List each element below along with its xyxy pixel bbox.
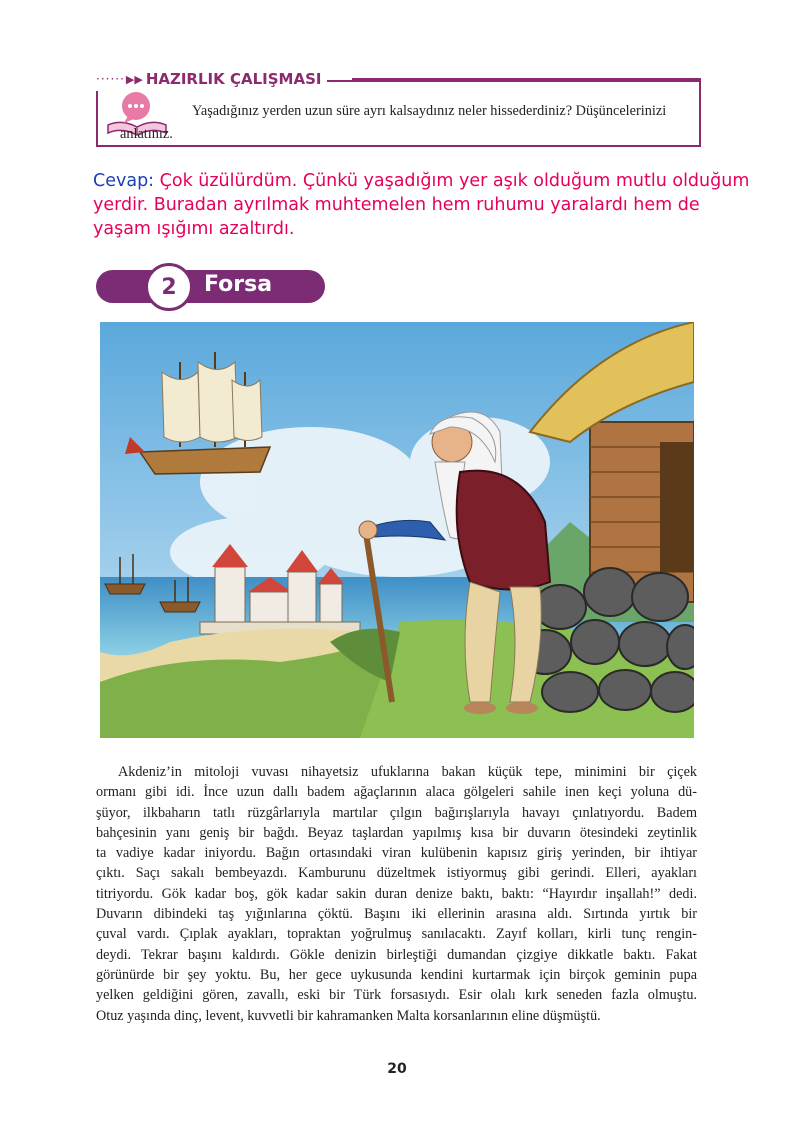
story-line: görünürde bir şey yoktu. Bu, her gece uykusunda kendini kurtarmak için birçok geminin pupa (96, 966, 697, 983)
answer-text: Çok üzülürdüm. Çünkü yaşadığım yer aşık olduğum mutlu olduğum yerdir. Buradan ayrılmak muhtemelen hem ruhumu yaralardı hem de yaşam ışığımı azaltırdı. (93, 171, 750, 239)
old-man-by-sea-illustration (100, 322, 694, 738)
story-text (96, 762, 697, 1026)
story-line: deydi. Tekrar başını kaldırdı. Gökle denizin birleştiği dumandan çizgiye dikkatle baktı. Fakat (96, 946, 697, 963)
story-line: çıktı. Saçı sakalı bembeyazdı. Kamburunu düzeltmek istiyormuş gibi gerindi. Elleri, ayakları (96, 865, 697, 882)
story-line: Duvarın dibindeki taş yığınlarına çöktü. Başını iki ellerinin arasına aldı. Sırtında yırtık bir (96, 906, 697, 923)
stone-wall (519, 568, 694, 712)
story-line: bahçesinin yanı geniş bir bağdı. Beyaz taşlardan yapılmış kısa bir duvarın ötesindeki zeytinlik (96, 824, 697, 841)
double-arrow-icon: ▶▶ (125, 72, 143, 86)
answer-label: Cevap: (93, 171, 155, 191)
story-line: Akdeniz’in mitoloji vuvası nihayetsiz ufuklarına bakan küçük tepe, minimini bir çiçek (118, 764, 697, 780)
dots-decoration: ······ (96, 72, 125, 86)
story-line: yelken geldiğini gören, zavallı, eski bir Türk forsasıydı. Esir olalı kırk seneden fazla olmuştu. (96, 987, 697, 1004)
page-number: 20 (387, 1061, 407, 1077)
hazirlik-header (96, 67, 327, 91)
hazirlik-question: Yaşadığınız yerden uzun süre ayrı kalsaydınız neler hissederdiniz? Düşüncelerinizi anlatınız. (120, 103, 667, 142)
story-line: Otuz yaşında dinç, levent, kuvvetli bir kahramanken Malta korsanlarının eline düşmüştü. (96, 1007, 601, 1024)
story-line: ta vadiye kadar iniyordu. Bağın ortasındaki viran kulübenin kapısız giriş yerinden, bir ihtiyar (96, 845, 697, 862)
story-line: titriyordu. Gök kadar boş, gök kadar sakin duran denize baktı, baktı: “Hayırdır inşallah!” dedi. (96, 885, 697, 902)
section-title: Forsa (204, 272, 273, 297)
hazirlik-title-line (352, 78, 701, 81)
section-number: 2 (145, 263, 193, 311)
answer-block (93, 169, 763, 241)
story-line: çuval vardı. Çıplak ayakları, topraktan yoğrulmuş sanılacaktı. Zayıf kolları, kirli tunç rengin- (96, 926, 697, 943)
story-line: şüyor, ilkbaharın tatlı rüzgârlarıyla martılar çılgın bağırışlarıyla havayı çınlatıyordu. Badem (96, 804, 697, 821)
hazirlik-title: HAZIRLIK ÇALIŞMASI (145, 70, 322, 88)
story-line: ormanı gibi idi. İnce uzun dallı badem ağaçlarının alaca gölgeleri sahile inen keçi yoluna dü- (96, 784, 697, 801)
